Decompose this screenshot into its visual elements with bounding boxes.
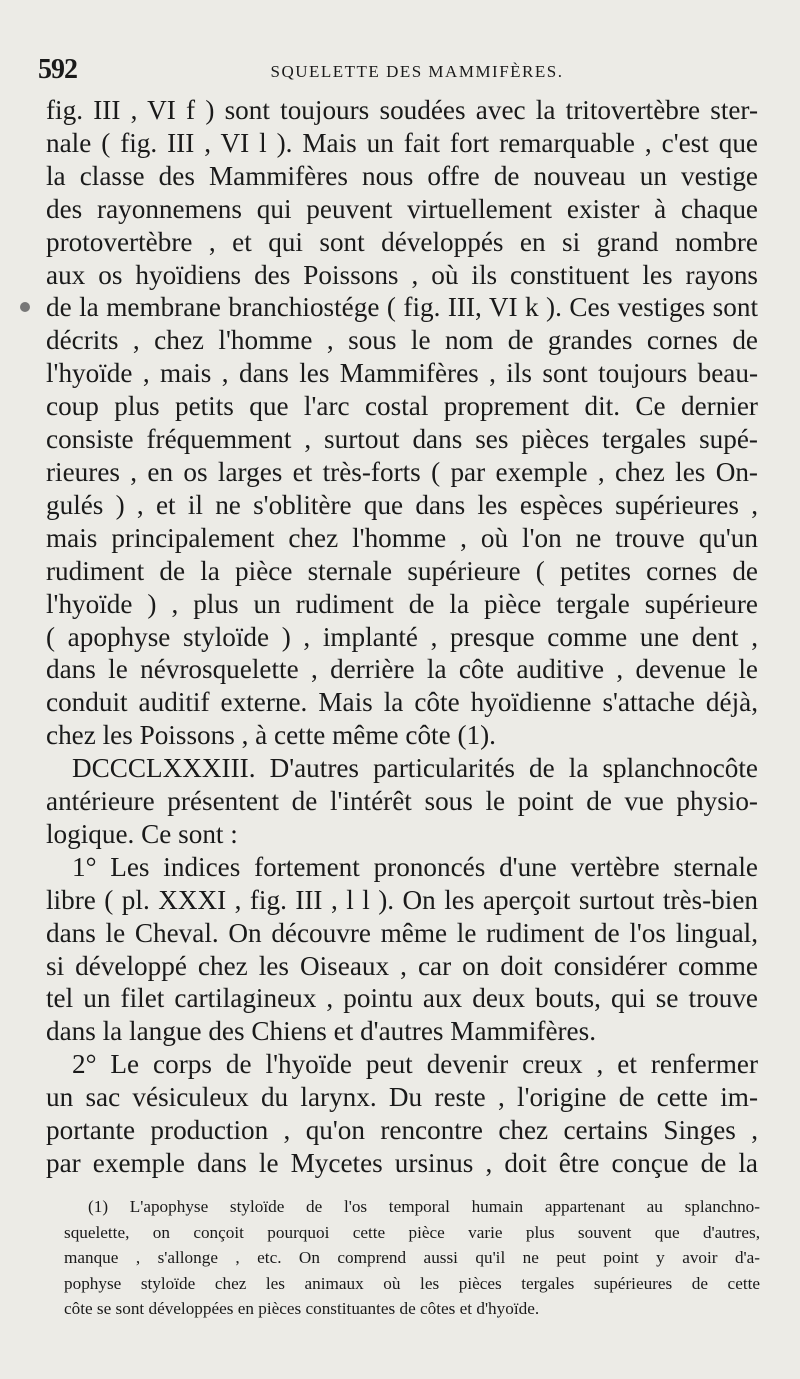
footnote <box>64 1194 760 1322</box>
text-line: logique. Ce sont : <box>46 818 238 849</box>
text-line: nale ( fig. III , VI l ). Mais un fait fort remarquable , c'est que <box>46 127 758 158</box>
page-number: 592 <box>38 54 77 85</box>
text-line: dans la langue des Chiens et d'autres Mammifères. <box>46 1016 597 1047</box>
text-line: chez les Poissons , à cette même côte (1). <box>46 720 496 751</box>
text-line: conduit auditif externe. Mais la côte hyoïdienne s'attache déjà, <box>46 687 758 718</box>
text-line: tel un filet cartilagineux , pointu aux deux bouts, qui se trouve <box>46 983 758 1014</box>
text-line: décrits , chez l'homme , sous le nom de grandes cornes de <box>46 325 758 356</box>
text-line: libre ( pl. XXXI , fig. III , l l ). On les aperçoit surtout très-bien <box>46 884 758 915</box>
text-line: portante production , qu'on rencontre chez certains Singes , <box>46 1115 758 1146</box>
text-line: coup plus petits que l'arc costal proprement dit. Ce dernier <box>46 391 758 422</box>
footnote-line: squelette, on conçoit pourquoi cette pièce varie plus souvent que d'autres, <box>64 1222 760 1242</box>
body-text <box>46 94 758 1180</box>
text-line: dans le Cheval. On découvre même le rudiment de l'os lingual, <box>46 917 758 948</box>
footnote-line: pophyse styloïde chez les animaux où les pièces tergales supérieures de cette <box>64 1273 760 1293</box>
footnote-line: (1) L'apophyse styloïde de l'os temporal humain appartenant au splanchno- <box>88 1197 760 1216</box>
text-line: consiste fréquemment , surtout dans ses pièces tergales supé- <box>46 424 758 455</box>
page-header <box>38 56 756 90</box>
section-heading-line: DCCCLXXXIII. D'autres particularités de la splanchnocôte <box>72 753 758 784</box>
text-line: protovertèbre , et qui sont développés en si grand nombre <box>46 226 758 257</box>
text-line: mais principalement chez l'homme , où l'on ne trouve qu'un <box>46 522 758 553</box>
text-line: aux os hyoïdiens des Poissons , où ils constituent les rayons <box>46 259 758 290</box>
list-item-line: 2° Le corps de l'hyoïde peut devenir creux , et renfermer <box>72 1049 758 1080</box>
text-line: rieures , en os larges et très-forts ( par exemple , chez les On- <box>46 456 758 487</box>
text-line: un sac vésiculeux du larynx. Du reste , l'origine de cette im- <box>46 1082 758 1113</box>
text-line: l'hyoïde ) , plus un rudiment de la pièce tergale supérieure <box>46 588 758 619</box>
text-line: dans le névrosquelette , derrière la côte auditive , devenue le <box>46 654 758 685</box>
text-line: si développé chez les Oiseaux , car on doit considérer comme <box>46 950 758 981</box>
text-line: ( apophyse styloïde ) , implanté , presque comme une dent , <box>46 621 758 652</box>
text-line: gulés ) , et il ne s'oblitère que dans les espèces supérieures , <box>46 489 758 520</box>
ink-smudge <box>20 302 30 312</box>
footnote-line: manque , s'allonge , etc. On comprend aussi qu'il ne peut point y avoir d'a- <box>64 1248 760 1268</box>
list-item-line: 1° Les indices fortement prononcés d'une vertèbre sternale <box>72 851 758 882</box>
text-line: de la membrane branchiostége ( fig. III, VI k ). Ces vestiges sont <box>46 292 758 323</box>
running-head: SQUELETTE DES MAMMIFÈRES. <box>270 62 564 81</box>
text-line: la classe des Mammifères nous offre de nouveau un vestige <box>46 160 758 191</box>
text-line: antérieure présentent de l'intérêt sous le point de vue physio- <box>46 786 758 817</box>
text-line: fig. III , VI f ) sont toujours soudées avec la tritovertèbre ster- <box>46 95 758 125</box>
text-line: des rayonnemens qui peuvent virtuellement exister à chaque <box>46 193 758 224</box>
text-line: par exemple dans le Mycetes ursinus , doit être conçue de la <box>46 1148 758 1178</box>
footnote-line: côte se sont développées en pièces constituantes de côtes et d'hyoïde. <box>64 1299 540 1319</box>
text-line: rudiment de la pièce sternale supérieure ( petites cornes de <box>46 555 758 586</box>
text-line: l'hyoïde , mais , dans les Mammifères , ils sont toujours beau- <box>46 358 758 389</box>
